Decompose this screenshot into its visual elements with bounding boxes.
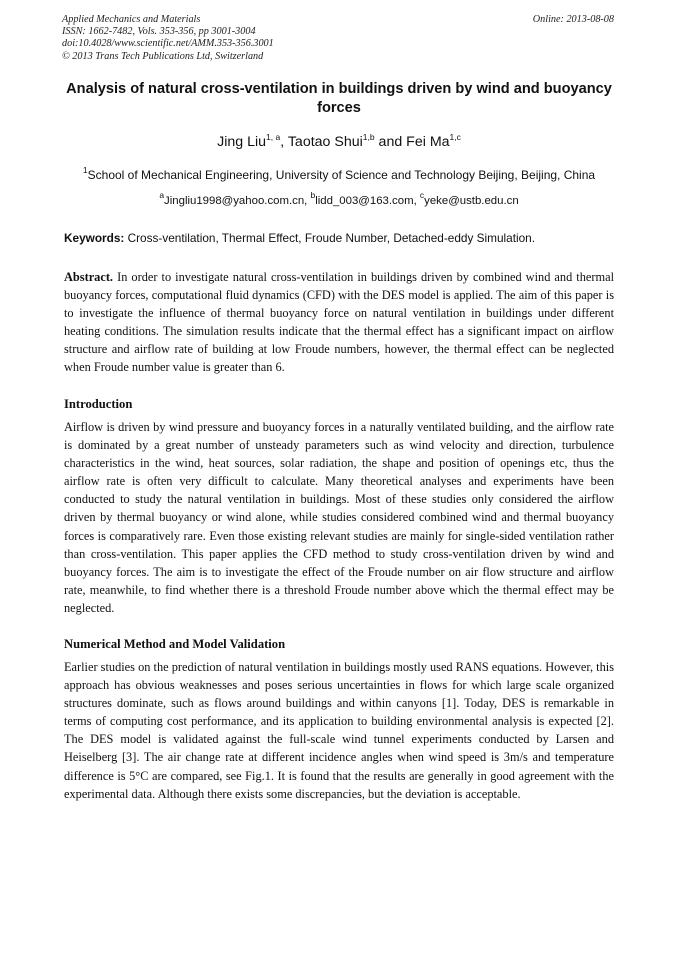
email-address: yeke@ustb.edu.cn — [424, 195, 519, 207]
section-body-numerical-method: Earlier studies on the prediction of natural ventilation in buildings mostly used RANS equations. However, this approach has obvious weaknesses and poses serious uncertainties in flows for which large scale organized structures dominate, such as flows around buildings and within canyons [1]. Today, DES is remarkable in terms of computing cost performance, and its application to building environmental analysis is expected [2]. The DES model is validated against the full-scale wind tunnel experiments conducted by Larsen and Heiselberg [3]. The air change rate at different incidence angles when wind speed is 3m/s and temperature difference is 5°C are compared, see Fig.1. It is found that the results are generally in good agreement with the experimental data. Although there exists some discrepancies, but the deviation is acceptable. — [64, 660, 614, 801]
email-mark: b — [310, 190, 316, 200]
affiliation-mark: 1 — [82, 165, 88, 175]
journal-info — [62, 14, 274, 63]
paper-title: Analysis of natural cross-ventilation in buildings driven by wind and buoyancy forces — [66, 81, 612, 116]
affiliation — [60, 165, 618, 182]
keywords-label: Keywords: — [64, 231, 125, 245]
section-heading-numerical-method: Numerical Method and Model Validation — [64, 637, 286, 651]
affiliation-text: School of Mechanical Engineering, University of Science and Technology Beijing, Beijing, China — [87, 168, 596, 182]
issn-line: ISSN: 1662-7482, Vols. 353-356, pp 3001-3004 — [62, 26, 256, 38]
author-affiliation-mark: 1,b — [362, 132, 375, 142]
author-list — [64, 134, 614, 150]
journal-header — [62, 14, 614, 63]
abstract-text: In order to investigate natural cross-ventilation in buildings driven by combined wind and thermal buoyancy forces, computational fluid dynamics (CFD) with the DES model is applied. The aim of this paper is to investigate the influence of thermal buoyancy force on natural ventilation in buildings under different heating conditions. The simulation results indicate that the thermal effect has a significant impact on airflow structure and airflow rate of building at low Froude numbers, however, the thermal effect can be neglected when Froude number value is greater than 6. — [64, 270, 614, 375]
author-affiliation-mark: 1,c — [449, 132, 461, 142]
email-mark: c — [419, 190, 425, 200]
abstract-label: Abstract. — [64, 270, 114, 284]
email-address: Jingliu1998@yahoo.com.cn — [164, 195, 305, 207]
email-list: $^a$Jingliu1998@yahoo.com.cn, $^b$lidd_003@163.com, $^c$yeke@ustb.edu.cn — [159, 190, 519, 207]
email-mark: a — [159, 190, 165, 200]
keywords-text: Cross-ventilation, Thermal Effect, Froude Number, Detached-eddy Simulation. — [127, 231, 535, 245]
abstract — [64, 268, 614, 377]
section-body-introduction: Airflow is driven by wind pressure and buoyancy forces in a naturally ventilated building, and the airflow rate is dominated by a great number of unsteady parameters such as wind velocity and direction, turbulence characteristics in the wind, heat sources, solar radiation, the shape and position of openings etc, thus the airflow rate is often very difficult to calculate. Many theoretical analyses and experiments have been conducted to study the natural ventilation in buildings. Most of these studies only considered the airflow driven by thermal buoyancy or wind alone, while studies considered combined wind and thermal buoyancy forces is comparatively rare. Even those existing relevant studies are mainly for single-sided ventilation rather than cross-ventilation. This paper applies the CFD method to study cross-ventilation driven by wind and buoyancy forces. The aim is to investigate the effect of the Froude number on air flow structure and airflow rate, meanwhile, to find whether there is a threshold Froude number above which the thermal effect may be neglected. — [64, 420, 614, 615]
author-conjunction: and — [374, 134, 407, 150]
email-address: lidd_003@163.com — [315, 195, 414, 207]
author-separator: , — [280, 134, 288, 150]
online-date: Online: 2013-08-08 — [532, 14, 614, 25]
author-name: Taotao Shui — [287, 134, 363, 150]
author-name: Jing Liu — [217, 134, 267, 150]
author-affiliation-mark: 1, a — [266, 132, 281, 142]
doi-line: doi:10.4028/www.scientific.net/AMM.353-356.3001 — [62, 38, 274, 50]
keywords — [64, 231, 614, 245]
copyright-line: © 2013 Trans Tech Publications Ltd, Switzerland — [62, 50, 264, 62]
author-name: Fei Ma — [406, 134, 450, 150]
section-heading-introduction: Introduction — [64, 397, 133, 411]
journal-name: Applied Mechanics and Materials — [62, 14, 201, 25]
